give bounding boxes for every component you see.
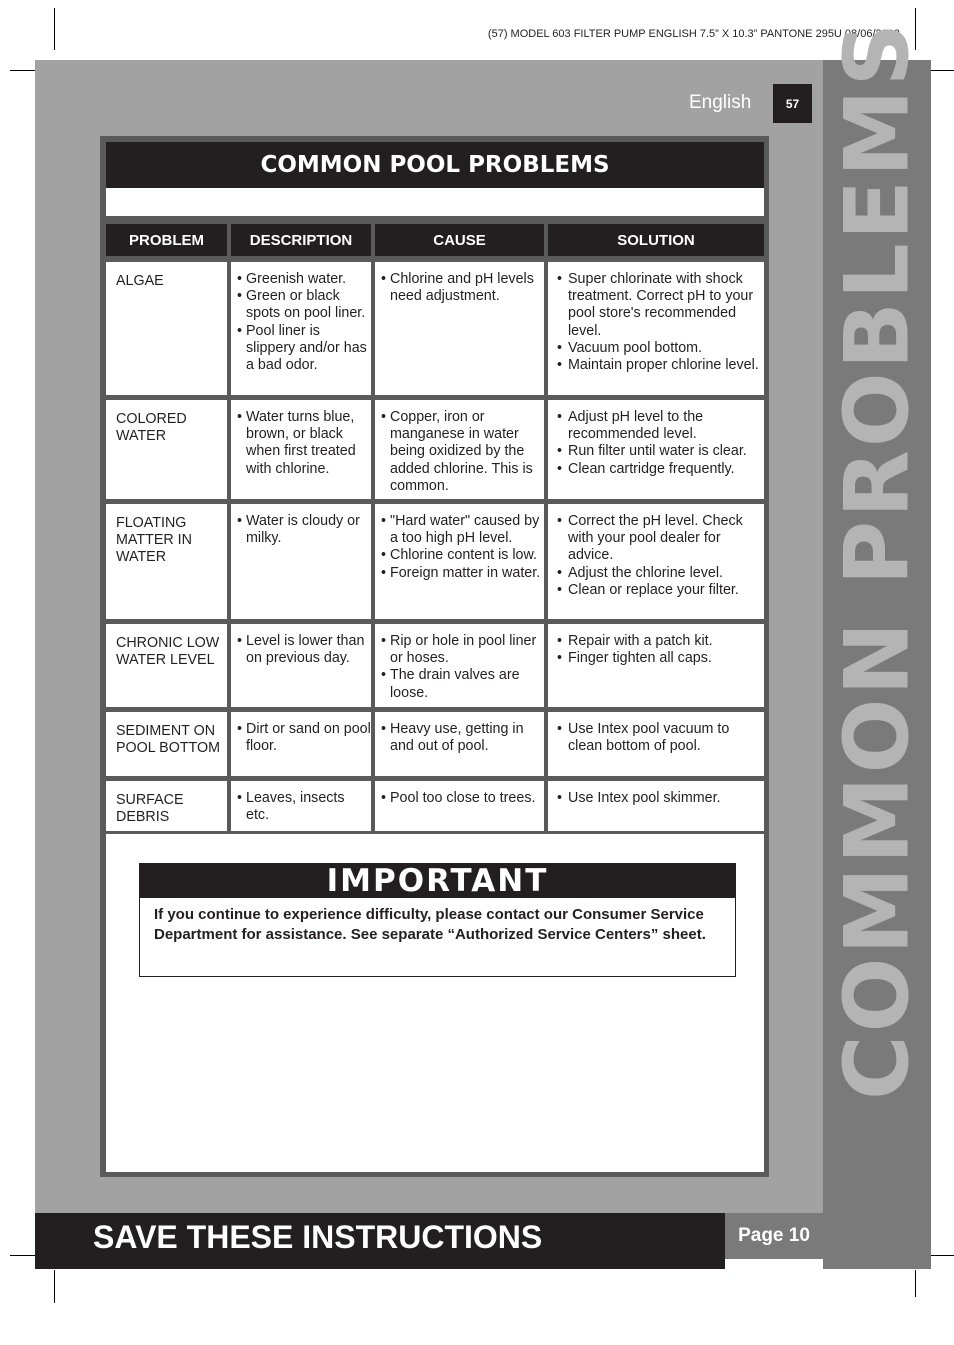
table-cell-solution: [548, 712, 764, 776]
table-cell-cause: [375, 504, 544, 619]
bullet-item: • Clean or replace your filter.: [568, 582, 764, 599]
description-list: [231, 781, 371, 824]
bullet-item: • Finger tighten all caps.: [568, 650, 764, 667]
table-cell-description: [231, 504, 371, 619]
column-header-cause: CAUSE: [375, 224, 544, 256]
table-cell-solution: [548, 400, 764, 499]
bullet-item: • Level is lower than on previous day.: [246, 633, 371, 667]
bullet-item: • "Hard water" caused by a too high pH level.: [390, 513, 544, 547]
table-title: COMMON POOL PROBLEMS: [106, 142, 764, 188]
table-cell-cause: [375, 781, 544, 831]
solution-list: [548, 712, 764, 755]
table-cell-problem: FLOATING MATTER IN WATER: [106, 504, 227, 619]
bullet-item: • Heavy use, getting in and out of pool.: [390, 721, 544, 755]
important-text: If you continue to experience difficulty, please contact our Consumer Service Department for assistance. See separate “Authorized Service Centers” sheet.: [154, 906, 706, 943]
table-cell-solution: [548, 262, 764, 395]
crop-mark: [10, 70, 36, 71]
table-cell-problem: CHRONIC LOW WATER LEVEL: [106, 624, 227, 707]
table-cell-cause: [375, 624, 544, 707]
bullet-item: • Water is cloudy or milky.: [246, 513, 371, 547]
bullet-item: • Green or black spots on pool liner.: [246, 288, 371, 322]
bullet-item: • Chlorine content is low.: [390, 547, 544, 564]
bullet-item: • Adjust pH level to the recommended level.: [568, 409, 764, 443]
page-number-badge: 57: [773, 84, 812, 123]
solution-list: [548, 781, 764, 807]
bullet-item: • Pool liner is slippery and/or has a bad odor.: [246, 323, 371, 375]
column-header-description: DESCRIPTION: [231, 224, 371, 256]
solution-list: [548, 262, 764, 374]
description-list: [231, 624, 371, 667]
cause-list: [375, 262, 544, 305]
bullet-item: • Chlorine and pH levels need adjustment.: [390, 271, 544, 305]
bullet-item: • Maintain proper chlorine level.: [568, 357, 764, 374]
column-header-solution: SOLUTION: [548, 224, 764, 256]
print-info: (57) MODEL 603 FILTER PUMP ENGLISH 7.5” X 10.3” PANTONE 295U 08/06/2012: [487, 28, 900, 40]
column-header-problem: PROBLEM: [106, 224, 227, 256]
important-heading: IMPORTANT: [139, 863, 736, 898]
cause-list: [375, 400, 544, 495]
table-cell-solution: [548, 504, 764, 619]
description-list: [231, 712, 371, 755]
crop-mark: [931, 1255, 954, 1256]
crop-mark: [54, 8, 55, 50]
table-cell-description: [231, 262, 371, 395]
description-list: [231, 262, 371, 374]
crop-mark: [10, 1255, 36, 1256]
crop-mark: [54, 1270, 55, 1303]
footer-page-label: Page 10: [725, 1213, 823, 1259]
bullet-item: • Greenish water.: [246, 271, 371, 288]
table-cell-problem: ALGAE: [106, 262, 227, 395]
table-cell-solution: [548, 781, 764, 831]
cause-list: [375, 504, 544, 582]
save-instructions: SAVE THESE INSTRUCTIONS: [93, 1218, 543, 1255]
bullet-item: • Foreign matter in water.: [390, 565, 544, 582]
bullet-item: • Correct the pH level. Check with your pool dealer for advice.: [568, 513, 764, 565]
side-title: COMMON PROBLEMS: [825, 20, 929, 1100]
crop-mark: [931, 70, 954, 71]
table-cell-description: [231, 624, 371, 707]
bullet-item: • Rip or hole in pool liner or hoses.: [390, 633, 544, 667]
bullet-item: • Dirt or sand on pool floor.: [246, 721, 371, 755]
bullet-item: • Use Intex pool skimmer.: [568, 790, 764, 807]
table-cell-solution: [548, 624, 764, 707]
table-cell-description: [231, 712, 371, 776]
table-cell-description: [231, 400, 371, 499]
bullet-item: • Super chlorinate with shock treatment. Correct pH to your pool store's recommended level.: [568, 271, 764, 340]
bullet-item: • Vacuum pool bottom.: [568, 340, 764, 357]
description-list: [231, 504, 371, 547]
bullet-item: • Pool too close to trees.: [390, 790, 544, 807]
bullet-item: • Clean cartridge frequently.: [568, 461, 764, 478]
bullet-item: • The drain valves are loose.: [390, 667, 544, 701]
table-cell-cause: [375, 400, 544, 499]
table-cell-problem: SEDIMENT ON POOL BOTTOM: [106, 712, 227, 776]
table-cell-cause: [375, 262, 544, 395]
language-label: English: [689, 92, 752, 113]
cause-list: [375, 781, 544, 807]
bullet-item: • Use Intex pool vacuum to clean bottom of pool.: [568, 721, 764, 755]
solution-list: [548, 400, 764, 478]
bullet-item: • Repair with a patch kit.: [568, 633, 764, 650]
table-cell-cause: [375, 712, 544, 776]
cause-list: [375, 624, 544, 702]
solution-list: [548, 504, 764, 599]
bullet-item: • Water turns blue, brown, or black when first treated with chlorine.: [246, 409, 371, 478]
solution-list: [548, 624, 764, 667]
description-list: [231, 400, 371, 478]
cause-list: [375, 712, 544, 755]
table-cell-problem: COLORED WATER: [106, 400, 227, 499]
bullet-item: • Leaves, insects etc.: [246, 790, 371, 824]
table-cell-description: [231, 781, 371, 831]
bullet-item: • Run filter until water is clear.: [568, 443, 764, 460]
bullet-item: • Copper, iron or manganese in water being oxidized by the added chlorine. This is common.: [390, 409, 544, 495]
bullet-item: • Adjust the chlorine level.: [568, 565, 764, 582]
crop-mark: [915, 1270, 916, 1297]
table-cell-problem: SURFACE DEBRIS: [106, 781, 227, 831]
problems-table: [106, 216, 764, 834]
